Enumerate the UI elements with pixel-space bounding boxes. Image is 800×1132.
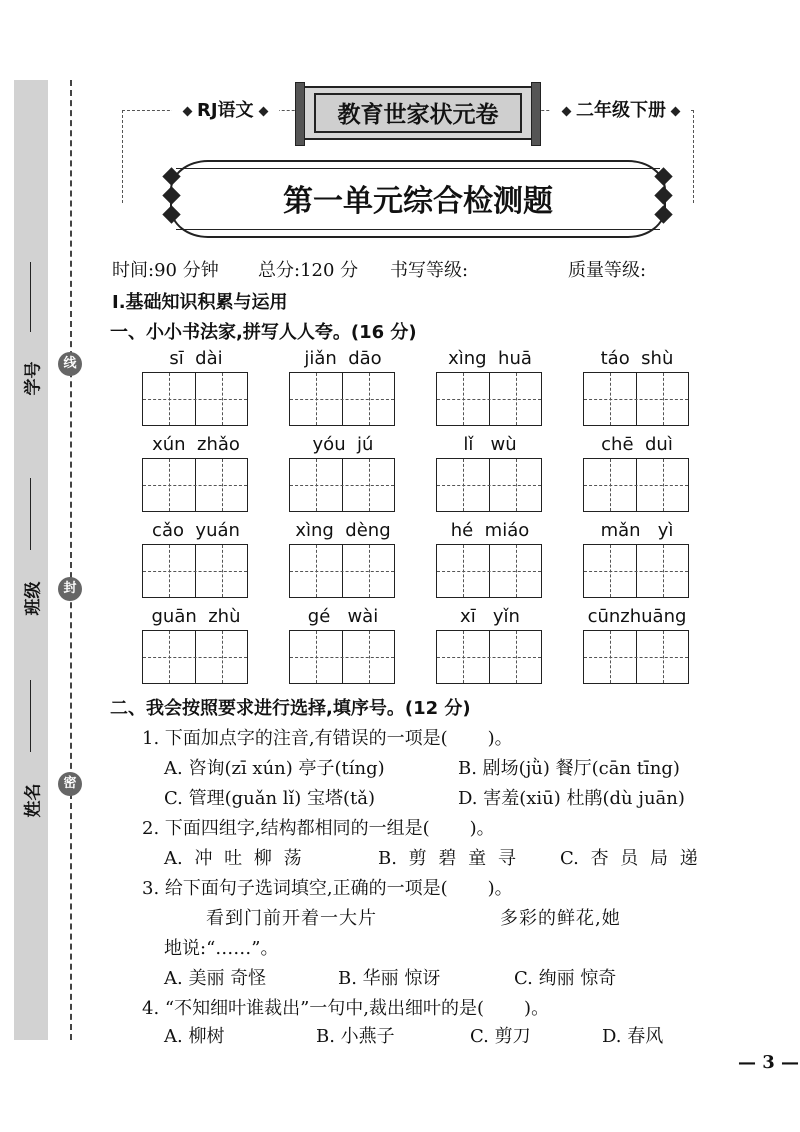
writing-grid[interactable] — [436, 544, 542, 598]
pinyin-prompt: gé wài — [307, 606, 379, 627]
name-blank — [30, 680, 31, 752]
pinyin-prompt: sī dài — [169, 348, 223, 369]
writing-grid[interactable] — [583, 458, 689, 512]
diamond-icon — [258, 106, 268, 116]
page-number: — 3 — — [738, 1052, 800, 1073]
question-4-option-a: A. 柳树 — [164, 1026, 225, 1047]
series-title: 教育世家状元卷 — [314, 93, 522, 133]
question-4-stem: 4. “不知细叶谁裁出”一句中,裁出细叶的是( )。 — [142, 998, 550, 1019]
section-2-title: 二、我会按照要求进行选择,填序号。(12 分) — [110, 698, 471, 719]
page-title: 第一单元综合检测题 — [283, 184, 553, 219]
writing-grid[interactable] — [142, 544, 248, 598]
question-4-option-b: B. 小燕子 — [316, 1026, 395, 1047]
diamond-stack-right-icon — [652, 170, 674, 227]
question-3-sentence-cont: 多彩的鲜花,她 — [500, 908, 621, 929]
student-id-blank — [30, 262, 31, 332]
pinyin-prompt: xìng dèng — [295, 520, 391, 541]
pinyin-prompt: hé miáo — [450, 520, 530, 541]
writing-grid[interactable] — [583, 544, 689, 598]
question-1-option-d: D. 害羞(xiū) 杜鹃(dù juān) — [458, 788, 685, 809]
class-label: 班级 — [23, 581, 44, 616]
pinyin-prompt: guān zhù — [151, 606, 241, 627]
cut-line — [70, 80, 72, 1040]
writing-grid[interactable] — [289, 458, 395, 512]
pinyin-prompt: cǎo yuán — [152, 520, 240, 541]
question-4-option-c: C. 剪刀 — [470, 1026, 531, 1047]
pinyin-prompt: xìng huā — [448, 348, 532, 369]
diamond-icon — [562, 106, 572, 116]
pinyin-prompt: yóu jú — [312, 434, 374, 455]
seal-dense: 密 — [58, 772, 82, 796]
diamond-stack-left-icon — [160, 170, 182, 227]
exam-total: 总分:120 分 — [258, 260, 359, 281]
series-banner — [302, 86, 534, 140]
question-2-option-c: C. 杏 员 局 递 — [560, 848, 698, 869]
writing-grid[interactable] — [142, 630, 248, 684]
diamond-icon — [183, 106, 193, 116]
pinyin-prompt: mǎn yì — [600, 520, 674, 541]
question-1-option-c: C. 管理(guǎn lǐ) 宝塔(tǎ) — [164, 788, 376, 809]
writing-grade: 书写等级: — [390, 260, 469, 281]
question-4-option-d: D. 春风 — [602, 1026, 664, 1047]
writing-grid[interactable] — [142, 458, 248, 512]
seal-seal: 封 — [58, 577, 82, 601]
pinyin-prompt: xún zhǎo — [152, 434, 240, 455]
pinyin-prompt: chē duì — [601, 434, 673, 455]
pinyin-prompt: xī yǐn — [460, 606, 520, 627]
pinyin-prompt: cūnzhuāng — [587, 606, 687, 627]
quality-grade: 质量等级: — [568, 260, 647, 281]
writing-grid[interactable] — [436, 458, 542, 512]
exam-time: 时间:90 分钟 — [112, 260, 219, 281]
question-1-option-b: B. 剧场(jǜ) 餐厅(cān tīng) — [458, 758, 680, 779]
pinyin-prompt: jiǎn dāo — [304, 348, 382, 369]
question-3-stem: 3. 给下面句子选词填空,正确的一项是( )。 — [142, 878, 513, 899]
question-2-option-a: A. 冲 吐 柳 荡 — [164, 848, 302, 869]
student-id-label: 学号 — [23, 361, 44, 396]
question-3-option-b: B. 华丽 惊讶 — [338, 968, 441, 989]
pinyin-prompt: lǐ wù — [463, 434, 517, 455]
question-1-option-a: A. 咨询(zī xún) 亭子(tíng) — [164, 758, 385, 779]
pinyin-prompt: táo shù — [600, 348, 674, 369]
part-title: Ⅰ.基础知识积累与运用 — [112, 292, 288, 313]
subject-tag: RJ语文 — [172, 97, 279, 125]
writing-grid[interactable] — [436, 372, 542, 426]
writing-grid[interactable] — [436, 630, 542, 684]
grade-tag: 二年级下册 — [551, 97, 691, 125]
writing-grid[interactable] — [289, 372, 395, 426]
writing-grid[interactable] — [142, 372, 248, 426]
writing-grid[interactable] — [583, 372, 689, 426]
binding-strip — [14, 80, 48, 1040]
question-3-option-c: C. 绚丽 惊奇 — [514, 968, 617, 989]
writing-grid[interactable] — [289, 630, 395, 684]
name-label: 姓名 — [23, 783, 44, 818]
seal-line: 线 — [58, 352, 82, 376]
writing-grid[interactable] — [583, 630, 689, 684]
question-3-option-a: A. 美丽 奇怪 — [164, 968, 267, 989]
writing-grid[interactable] — [289, 544, 395, 598]
question-2-option-b: B. 剪 碧 童 寻 — [378, 848, 516, 869]
scroll-roll-left — [295, 82, 305, 146]
section-1-title: 一、小小书法家,拼写人人夸。(16 分) — [110, 322, 417, 343]
question-1-stem: 1. 下面加点字的注音,有错误的一项是( )。 — [142, 728, 513, 749]
question-3-sentence-end: 地说:“……”。 — [164, 938, 279, 959]
diamond-icon — [671, 106, 681, 116]
question-3-sentence: 看到门前开着一大片 — [206, 908, 377, 929]
scroll-roll-right — [531, 82, 541, 146]
question-2-stem: 2. 下面四组字,结构都相同的一组是( )。 — [142, 818, 495, 839]
class-blank — [30, 478, 31, 550]
